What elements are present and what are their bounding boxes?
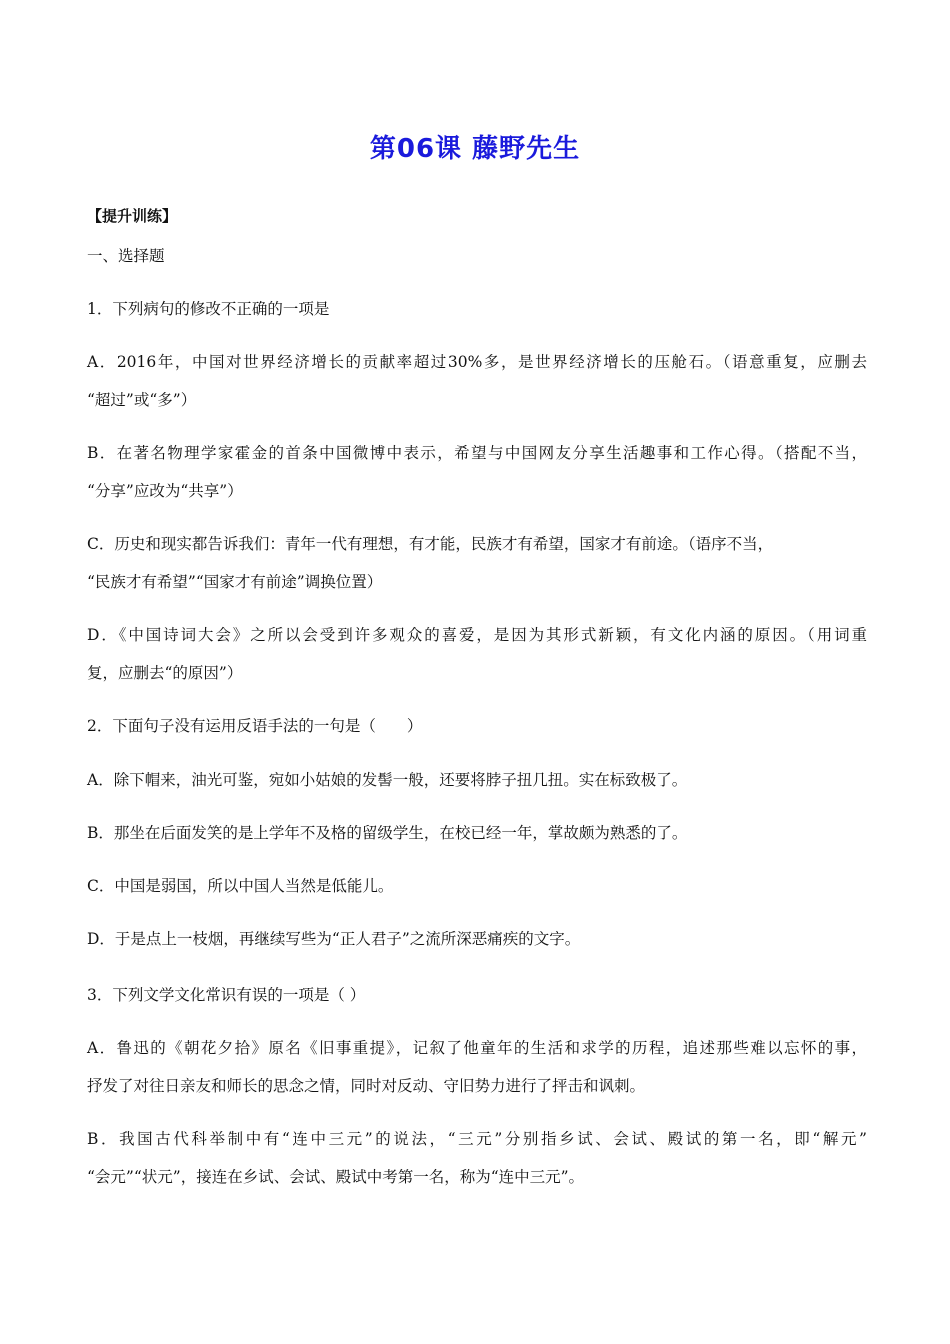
option-line: D．《中国诗词大会》之所以会受到许多观众的喜爱，是因为其形式新颖，有文化内涵的原因。（用词重 — [87, 626, 867, 644]
option-line: C．历史和现实都告诉我们：青年一代有理想，有才能，民族才有希望，国家才有前途。（语序不当， — [87, 535, 774, 553]
option-line: “超过”或“多”） — [87, 391, 197, 409]
option-line: “会元”“状元”，接连在乡试、会试、殿试中考第一名，称为“连中三元”。 — [87, 1168, 585, 1186]
option-line: A．2016年，中国对世界经济增长的贡献率超过30%多，是世界经济增长的压舱石。（语意重复，应删去 — [87, 353, 867, 371]
option-line: “民族才有希望”“国家才有前途”调换位置） — [87, 573, 383, 591]
option-line: D．于是点上一枝烟，再继续写些为“正人君子”之流所深恶痛疾的文字。 — [87, 930, 581, 948]
question-stem: 2．下面句子没有运用反语手法的一句是（ ） — [87, 717, 423, 735]
question-stem: 1．下列病句的修改不正确的一项是 — [87, 300, 330, 318]
option-line: 复，应删去“的原因”） — [87, 664, 243, 682]
option-line: A．除下帽来，油光可鉴，宛如小姑娘的发髻一般，还要将脖子扭几扭。实在标致极了。 — [87, 771, 688, 789]
page-title: 第06课 藤野先生 — [369, 134, 581, 164]
option-line: A．鲁迅的《朝花夕拾》原名《旧事重提》，记叙了他童年的生活和求学的历程，追述那些难以忘怀的事， — [87, 1039, 867, 1057]
question-stem: 3．下列文学文化常识有误的一项是（ ） — [87, 986, 366, 1004]
option-line: B．我国古代科举制中有“连中三元”的说法，“三元”分别指乡试、会试、殿试的第一名，即“解元” — [87, 1130, 867, 1148]
option-line: “分享”应改为“共享”） — [87, 482, 243, 500]
option-line: B．在著名物理学家霍金的首条中国微博中表示，希望与中国网友分享生活趣事和工作心得。（搭配不当， — [87, 444, 867, 462]
section-tag: 【提升训练】 — [87, 207, 178, 225]
option-line: C．中国是弱国，所以中国人当然是低能儿。 — [87, 877, 394, 895]
option-line: B．那坐在后面发笑的是上学年不及格的留级学生，在校已经一年，掌故颇为熟悉的了。 — [87, 824, 688, 842]
option-line: 抒发了对往日亲友和师长的思念之情，同时对反动、守旧势力进行了抨击和讽刺。 — [87, 1077, 646, 1095]
part-heading: 一、选择题 — [87, 247, 165, 265]
